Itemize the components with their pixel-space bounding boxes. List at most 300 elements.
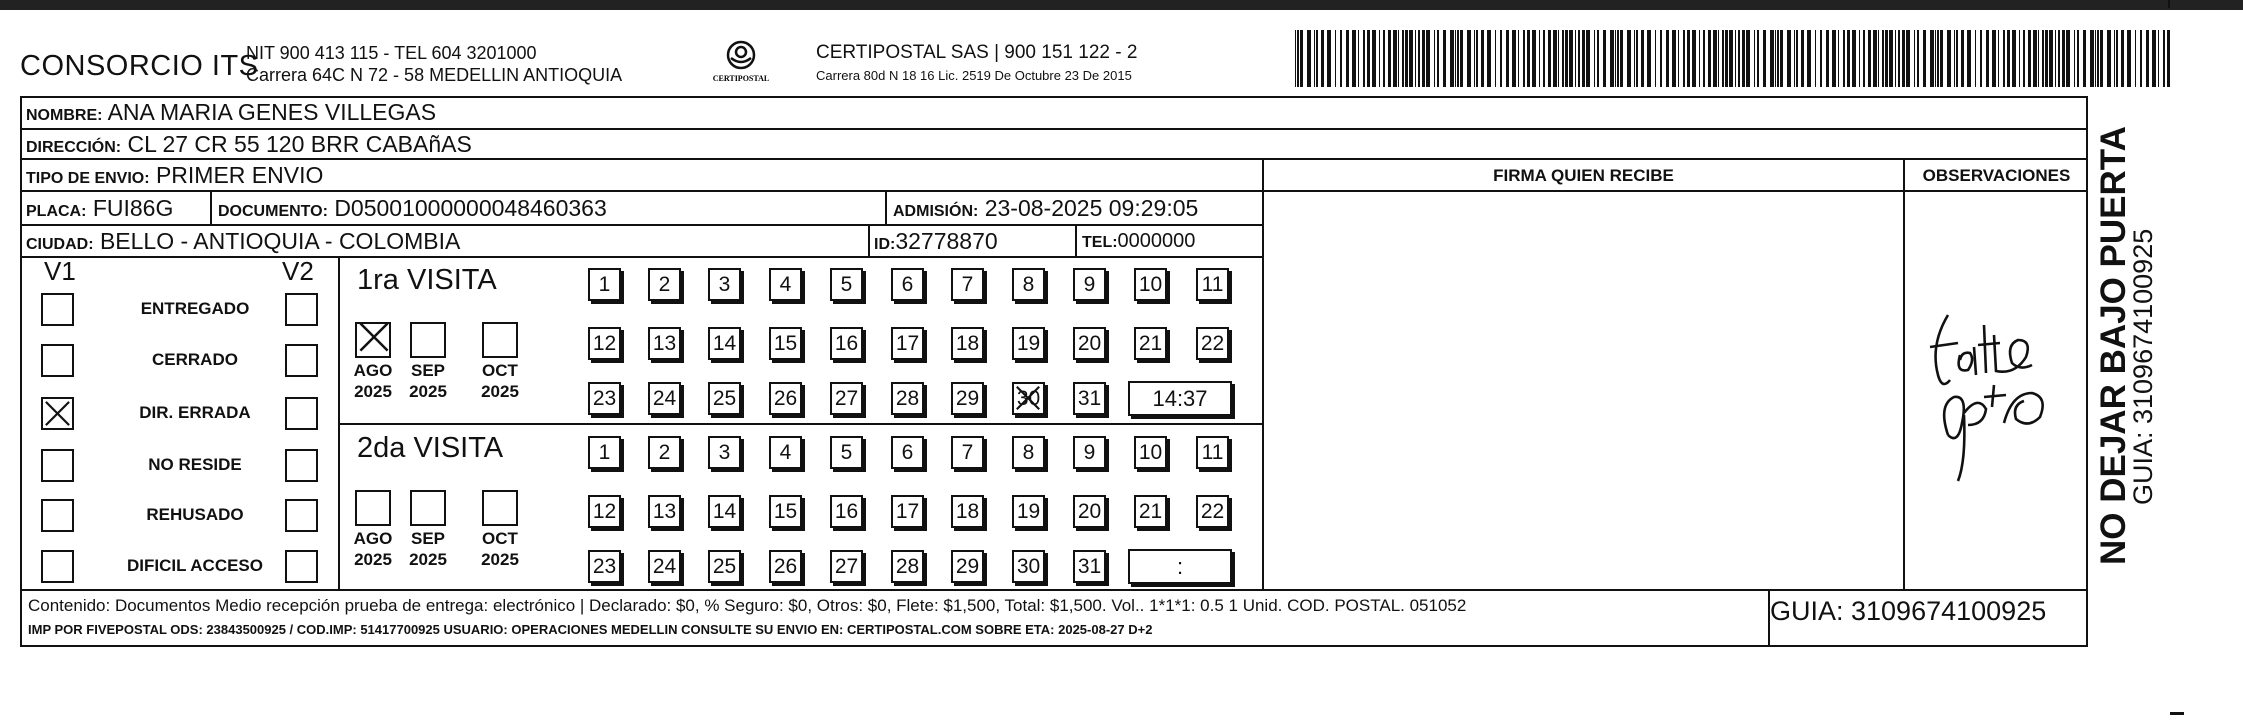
barcode-bar	[1735, 30, 1736, 87]
barcode-bar	[2167, 30, 2170, 87]
barcode-bar	[1787, 30, 1791, 87]
barcode-bar	[1729, 30, 1733, 87]
license-line: Carrera 80d N 18 16 Lic. 2519 De Octubre 23 De 2015	[816, 68, 1132, 83]
barcode-bar	[1562, 30, 1564, 87]
barcode-bar	[1539, 30, 1540, 87]
day-box: 14	[708, 495, 741, 528]
rule	[1903, 158, 1905, 589]
barcode-bar	[2007, 30, 2010, 87]
direccion-field	[26, 131, 472, 158]
barcode-bar	[1518, 30, 1519, 87]
barcode-bar	[1763, 30, 1766, 87]
barcode-bar	[1474, 30, 1475, 87]
barcode-bar	[1678, 30, 1679, 87]
barcode-bar	[1500, 30, 1502, 87]
day-box: 15	[769, 327, 802, 360]
tel-label: TEL:	[1082, 234, 1118, 251]
day-box: 10	[1134, 436, 1167, 469]
barcode-bar	[1843, 30, 1845, 87]
barcode-bar	[2049, 30, 2053, 87]
day-box: 22	[1196, 327, 1229, 360]
barcode-bar	[2028, 30, 2031, 87]
day-box: 17	[891, 327, 924, 360]
day-box: 12	[588, 495, 621, 528]
company-name: CONSORCIO ITS	[20, 50, 259, 82]
barcode-bar	[1437, 30, 1439, 87]
barcode-bar	[1666, 30, 1669, 87]
barcode-bar	[1992, 30, 1996, 87]
nit-line: NIT 900 413 115 - TEL 604 3201000	[246, 43, 537, 63]
ciudad-field	[26, 228, 460, 255]
day-box: 20	[1073, 495, 1106, 528]
barcode-bar	[1603, 30, 1606, 87]
barcode-bar	[2116, 30, 2118, 87]
admision-value: 23-08-2025 09:29:05	[984, 195, 1199, 221]
barcode-bar	[1450, 30, 1454, 87]
barcode-bar	[2152, 30, 2156, 87]
observaciones-header: OBSERVACIONES	[1922, 166, 2071, 185]
day-box: 27	[830, 550, 863, 583]
address-line: Carrera 64C N 72 - 58 MEDELLIN ANTIOQUIA	[246, 65, 623, 85]
year-label: 2025	[354, 550, 392, 569]
day-box: 18	[951, 495, 984, 528]
barcode-bar	[1801, 30, 1804, 87]
top-scan-edge	[0, 0, 2243, 10]
visit1-title: 1ra VISITA	[357, 264, 497, 296]
month-label: AGO	[353, 361, 393, 380]
admision-field	[893, 195, 1198, 222]
barcode-bar	[1757, 30, 1759, 87]
day-box: 2	[648, 268, 681, 301]
day-box: 12	[588, 327, 621, 360]
barcode-bar	[1578, 30, 1580, 87]
day-box: 31	[1073, 550, 1106, 583]
day-box: 6	[891, 436, 924, 469]
barcode-bar	[2042, 30, 2044, 87]
rule	[20, 190, 1264, 192]
day-box: 2	[648, 436, 681, 469]
barcode-bar	[1660, 30, 1662, 87]
barcode-bar	[1754, 30, 1755, 87]
documento-value: D05001000000048460363	[334, 195, 607, 221]
barcode-bar	[1738, 30, 1740, 87]
v2-checkbox	[285, 499, 318, 532]
no-dejar-notice: NO DEJAR BAJO PUERTA	[2094, 126, 2133, 565]
day-box: 28	[891, 382, 924, 415]
barcode-bar	[1481, 30, 1484, 87]
barcode-bar	[1775, 30, 1776, 87]
barcode-bar	[1956, 30, 1958, 87]
day-box: 19	[1012, 495, 1045, 528]
barcode-bar	[1718, 30, 1719, 87]
barcode-bar	[1807, 30, 1811, 87]
status-label: NO RESIDE	[148, 455, 242, 474]
barcode-bar	[2045, 30, 2048, 87]
barcode-bar	[1393, 30, 1397, 87]
status-label: ENTREGADO	[140, 299, 250, 318]
barcode-bar	[1495, 30, 1496, 87]
observaciones-handwriting	[1920, 285, 2070, 485]
day-box: 20	[1073, 327, 1106, 360]
rule	[20, 256, 1264, 258]
day-box: 3	[708, 268, 741, 301]
barcode-bar	[1770, 30, 1774, 87]
barcode-bar	[1532, 30, 1536, 87]
nombre-value: ANA MARIA GENES VILLEGAS	[107, 99, 437, 125]
barcode-bar	[1558, 30, 1559, 87]
day-box: 7	[951, 436, 984, 469]
barcode-bar	[1409, 30, 1413, 87]
placa-label: PLACA:	[26, 203, 87, 220]
documento-label: DOCUMENTO:	[218, 203, 328, 220]
barcode-bar	[1634, 30, 1635, 87]
id-label: ID:	[874, 236, 896, 253]
day-box: 6	[891, 268, 924, 301]
year-label: 2025	[481, 382, 519, 401]
imp-line: IMP POR FIVEPOSTAL ODS: 23843500925 / COD.IMP: 51417700925 USUARIO: OPERACIONES MEDELLIN CONSULTE SU ENVIO EN: CERTIPOSTAL.COM SOBRE ETA: 2025-08-27 D+2	[28, 622, 1153, 637]
barcode-bar	[1889, 30, 1893, 87]
tipo-value: PRIMER ENVIO	[155, 162, 324, 188]
barcode-bar	[1457, 30, 1459, 87]
id-field	[874, 228, 998, 255]
guia-number: GUIA: 3109674100925	[1770, 596, 2047, 626]
barcode-bar	[2012, 30, 2016, 87]
barcode-bar	[1455, 30, 1456, 87]
direccion-value: CL 27 CR 55 120 BRR CABAñAS	[127, 131, 472, 157]
status-label: DIR. ERRADA	[139, 403, 251, 422]
day-x-mark	[1014, 384, 1042, 412]
barcode-bar	[1627, 30, 1631, 87]
day-box: 23	[588, 550, 621, 583]
barcode-bar	[1434, 30, 1435, 87]
scan-mark	[2170, 712, 2184, 715]
barcode-bar	[1868, 30, 1871, 87]
barcode-bar	[1917, 30, 1919, 87]
checked-x-mark	[43, 399, 72, 428]
checked-x-mark	[357, 320, 391, 354]
v1-checkbox	[41, 499, 74, 532]
barcode-bar	[2083, 30, 2086, 87]
barcode-bar	[1838, 30, 1839, 87]
barcode-bar	[2074, 30, 2075, 87]
barcode-bar	[1647, 30, 1651, 87]
barcode-bar	[1422, 30, 1425, 87]
barcode-bar	[1967, 30, 1971, 87]
v2-checkbox	[285, 397, 318, 430]
rule	[20, 589, 2088, 591]
barcode-bar	[1314, 30, 1315, 87]
barcode-bar	[1863, 30, 1865, 87]
nombre-field	[26, 99, 436, 126]
barcode-bar	[1954, 30, 1955, 87]
status-label: DIFICIL ACCESO	[126, 556, 263, 575]
contenido-line: Contenido: Documentos Medio recepción prueba de entrega: electrónico | Declarado: $0, % Seguro: $0, Otros: $0, Flete: $1,500, Total: $1,500. Vol.. 1*1*1: 0.5 1 Unid. COD. POSTAL. 051052	[28, 596, 1467, 615]
day-box: 16	[830, 327, 863, 360]
barcode-bar	[1506, 30, 1509, 87]
barcode-bar	[1742, 30, 1745, 87]
barcode-bar	[1363, 30, 1365, 87]
rule	[210, 192, 212, 225]
barcode-bar	[2140, 30, 2142, 87]
barcode-bar	[1820, 30, 1822, 87]
day-box: 30	[1012, 382, 1045, 415]
day-box: 8	[1012, 268, 1045, 301]
rule	[20, 158, 2088, 160]
day-box: 23	[588, 382, 621, 415]
tel-value: 0000000	[1117, 230, 1196, 252]
barcode-bar	[1699, 30, 1700, 87]
v1-header: V1	[44, 256, 76, 286]
barcode-bar	[1852, 30, 1856, 87]
barcode-bar	[1794, 30, 1795, 87]
v2-checkbox	[285, 344, 318, 377]
barcode-bar	[1597, 30, 1599, 87]
month-checkbox	[355, 490, 391, 526]
rule	[338, 423, 1264, 425]
barcode-bar	[1898, 30, 1900, 87]
day-box: 31	[1073, 382, 1106, 415]
day-box: 5	[830, 268, 863, 301]
barcode-bar	[1655, 30, 1656, 87]
barcode-bar	[1980, 30, 1982, 87]
month-label: SEP	[410, 361, 446, 380]
firma-header: FIRMA QUIEN RECIBE	[1493, 166, 1674, 185]
barcode-bar	[1402, 30, 1404, 87]
day-box: 26	[769, 550, 802, 583]
month-label: AGO	[353, 529, 393, 548]
barcode-bar	[1352, 30, 1356, 87]
day-box: 29	[951, 550, 984, 583]
barcode-bar	[2066, 30, 2070, 87]
barcode-bar	[1297, 30, 1299, 87]
barcode-bar	[2058, 30, 2060, 87]
barcode-bar	[2038, 30, 2039, 87]
barcode-bar	[1383, 30, 1385, 87]
barcode-bar	[1527, 30, 1530, 87]
day-box: 29	[951, 382, 984, 415]
barcode-bar	[1878, 30, 1879, 87]
barcode-bar	[1346, 30, 1349, 87]
day-box: 26	[769, 382, 802, 415]
day-box: 13	[648, 495, 681, 528]
day-box: 1	[588, 268, 621, 301]
barcode-bar	[1569, 30, 1573, 87]
barcode-bar	[2100, 30, 2103, 87]
direccion-label: DIRECCIÓN:	[26, 139, 122, 156]
barcode-bar	[2095, 30, 2096, 87]
barcode-bar	[1930, 30, 1934, 87]
year-label: 2025	[409, 550, 447, 569]
day-box: 14	[708, 327, 741, 360]
barcode-bar	[1923, 30, 1926, 87]
barcode-bar	[1335, 30, 1336, 87]
barcode-bar	[2023, 30, 2025, 87]
barcode-bar	[1321, 30, 1324, 87]
day-box: 17	[891, 495, 924, 528]
barcode-bar	[2097, 30, 2099, 87]
barcode-bar	[1415, 30, 1416, 87]
tipo-label: TIPO DE ENVIO:	[26, 170, 150, 187]
barcode-bar	[2090, 30, 2094, 87]
barcode-bar	[2033, 30, 2037, 87]
day-box: 8	[1012, 436, 1045, 469]
day-box: 25	[708, 382, 741, 415]
barcode-bar	[1815, 30, 1816, 87]
barcode-bar	[1873, 30, 1877, 87]
barcode-bar	[1307, 30, 1311, 87]
barcode-bar	[1703, 30, 1705, 87]
month-checkbox	[410, 322, 446, 358]
rule	[20, 128, 2088, 130]
barcode-bar	[1586, 30, 1590, 87]
rule	[1262, 158, 1264, 589]
barcode-bar	[1543, 30, 1545, 87]
day-box: 1	[588, 436, 621, 469]
barcode-bar	[1687, 30, 1690, 87]
day-box: 10	[1134, 268, 1167, 301]
barcode-bar	[1882, 30, 1884, 87]
placa-value: FUI86G	[92, 195, 174, 221]
day-box: 15	[769, 495, 802, 528]
v2-checkbox	[285, 449, 318, 482]
admision-label: ADMISIÓN:	[893, 203, 979, 220]
year-label: 2025	[481, 550, 519, 569]
year-label: 2025	[354, 382, 392, 401]
barcode-bar	[1940, 30, 1943, 87]
day-box: 25	[708, 550, 741, 583]
barcode-bar	[1832, 30, 1836, 87]
barcode-bar	[1847, 30, 1850, 87]
barcode-bar	[2135, 30, 2136, 87]
certipostal-line: CERTIPOSTAL SAS | 900 151 122 - 2	[816, 42, 1138, 63]
certipostal-logo	[706, 38, 776, 84]
barcode-bar	[1553, 30, 1557, 87]
barcode-bar	[1615, 30, 1616, 87]
barcode-bar	[1467, 30, 1471, 87]
barcode-bar	[1316, 30, 1318, 87]
barcode-bar	[2003, 30, 2005, 87]
barcode-bar	[1405, 30, 1408, 87]
day-box: 5	[830, 436, 863, 469]
day-box: 11	[1196, 436, 1229, 469]
day-box: 16	[830, 495, 863, 528]
placa-field	[26, 195, 173, 222]
barcode-bar	[1300, 30, 1303, 87]
barcode-bar	[1460, 30, 1463, 87]
time-box: 14:37	[1128, 381, 1232, 416]
barcode-bar	[1906, 30, 1910, 87]
tel-field	[1082, 230, 1195, 253]
day-box: 18	[951, 327, 984, 360]
barcode-bar	[1388, 30, 1391, 87]
barcode-bar	[2019, 30, 2020, 87]
ciudad-value: BELLO - ANTIOQUIA - COLOMBIA	[99, 228, 461, 254]
time-box: :	[1128, 549, 1232, 584]
barcode-bar	[2055, 30, 2056, 87]
barcode-bar	[2146, 30, 2149, 87]
barcode-bar	[1826, 30, 1829, 87]
barcode-bar	[1641, 30, 1644, 87]
barcode-bar	[1692, 30, 1696, 87]
month-checkbox	[410, 490, 446, 526]
barcode-bar	[1327, 30, 1331, 87]
barcode-bar	[1708, 30, 1711, 87]
month-checkbox	[482, 490, 518, 526]
barcode-bar	[1636, 30, 1638, 87]
barcode-bar	[2062, 30, 2065, 87]
barcode-bar	[1746, 30, 1750, 87]
barcode-bar	[2114, 30, 2115, 87]
barcode-bar	[1379, 30, 1380, 87]
day-box: 3	[708, 436, 741, 469]
barcode-bar	[1777, 30, 1779, 87]
v1-checkbox	[41, 449, 74, 482]
ciudad-label: CIUDAD:	[26, 236, 94, 253]
day-box: 9	[1073, 436, 1106, 469]
barcode-bar	[1610, 30, 1614, 87]
day-box: 24	[648, 550, 681, 583]
barcode-bar	[1418, 30, 1420, 87]
year-label: 2025	[409, 382, 447, 401]
day-box: 21	[1134, 495, 1167, 528]
barcode-bar	[1935, 30, 1936, 87]
nombre-label: NOMBRE:	[26, 107, 103, 124]
v1-checkbox	[41, 293, 74, 326]
barcode-bar	[1780, 30, 1783, 87]
logo-text: CERTIPOSTAL	[712, 74, 770, 83]
barcode-bar	[2127, 30, 2131, 87]
day-box: 9	[1073, 268, 1106, 301]
barcode-bar	[1617, 30, 1619, 87]
barcode-bar	[1594, 30, 1595, 87]
barcode-bar	[1620, 30, 1623, 87]
id-value: 32778870	[895, 228, 998, 254]
barcode-bar	[2077, 30, 2079, 87]
barcode-bar	[1672, 30, 1676, 87]
day-box: 27	[830, 382, 863, 415]
barcode-bar	[1722, 30, 1724, 87]
company-info	[246, 42, 622, 86]
day-box: 30	[1012, 550, 1045, 583]
barcode-bar	[1426, 30, 1430, 87]
barcode-bar	[1683, 30, 1685, 87]
barcode-bar	[1914, 30, 1915, 87]
barcode-bar	[1367, 30, 1370, 87]
side-guia: GUIA: 3109674100925	[2128, 228, 2158, 505]
day-box: 7	[951, 268, 984, 301]
day-box: 4	[769, 268, 802, 301]
barcode-bar	[2163, 30, 2165, 87]
v2-header: V2	[282, 256, 314, 286]
barcode-bar	[1961, 30, 1964, 87]
barcode-bar	[1443, 30, 1446, 87]
barcode	[1295, 30, 2170, 87]
day-box: 24	[648, 382, 681, 415]
rule	[868, 224, 870, 256]
day-box: 13	[648, 327, 681, 360]
barcode-bar	[1575, 30, 1576, 87]
barcode-bar	[1902, 30, 1905, 87]
barcode-bar	[1358, 30, 1359, 87]
status-label: REHUSADO	[146, 505, 244, 524]
barcode-bar	[1975, 30, 1976, 87]
day-box: 22	[1196, 495, 1229, 528]
barcode-bar	[1565, 30, 1568, 87]
barcode-bar	[1340, 30, 1342, 87]
day-box: 11	[1196, 268, 1229, 301]
visit2-title: 2da VISITA	[357, 432, 504, 464]
day-box: 28	[891, 550, 924, 583]
